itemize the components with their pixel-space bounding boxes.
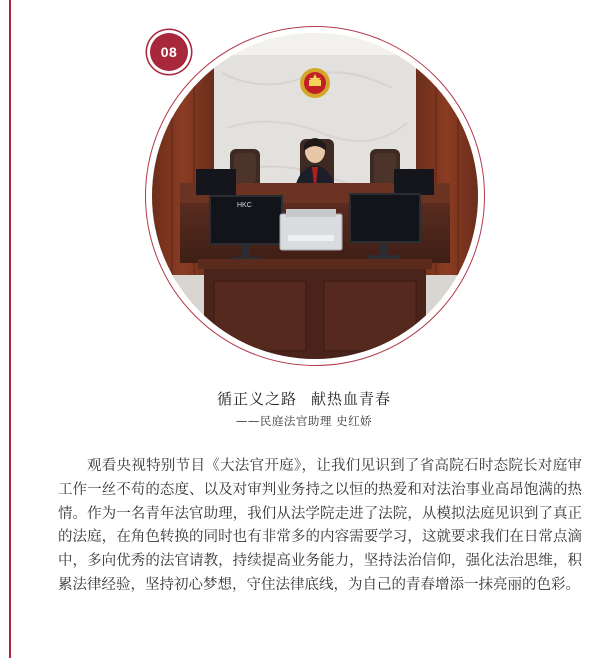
monitor-brand-label: HKC (237, 202, 252, 209)
left-accent-rule (9, 0, 11, 658)
courtroom-illustration (152, 33, 478, 359)
article-paragraph: 观看央视特别节目《大法官开庭》，让我们见识到了省高院石时态院长对庭审工作一丝不苟的态度、以及对审判业务持之以恒的热爱和对法治事业高昂饱满的热情。作为一名青年法官助理，我们从法学院走进了法院，从模拟法庭见识到了真正的法庭，在角色转换的同时也有非常多的内容需要学习，这就要求我们在日常点滴中，多向优秀的法官请教，持续提高业务能力，坚持法治信仰，强化法治思维，积累法律经验，坚持初心梦想，守住法律底线，为自己的青春增添一抹亮丽的色彩。 (58, 458, 582, 593)
title-part-1: 循正义之路 (216, 390, 297, 408)
printer (280, 209, 342, 250)
national-emblem (300, 68, 330, 98)
article-title (0, 388, 608, 409)
courtroom-photo (152, 33, 478, 359)
section-number-badge: 08 (150, 33, 188, 71)
author-byline: ——民庭法官助理 史红娇 (235, 414, 373, 428)
title-part-2: 献热血青春 (311, 390, 392, 408)
